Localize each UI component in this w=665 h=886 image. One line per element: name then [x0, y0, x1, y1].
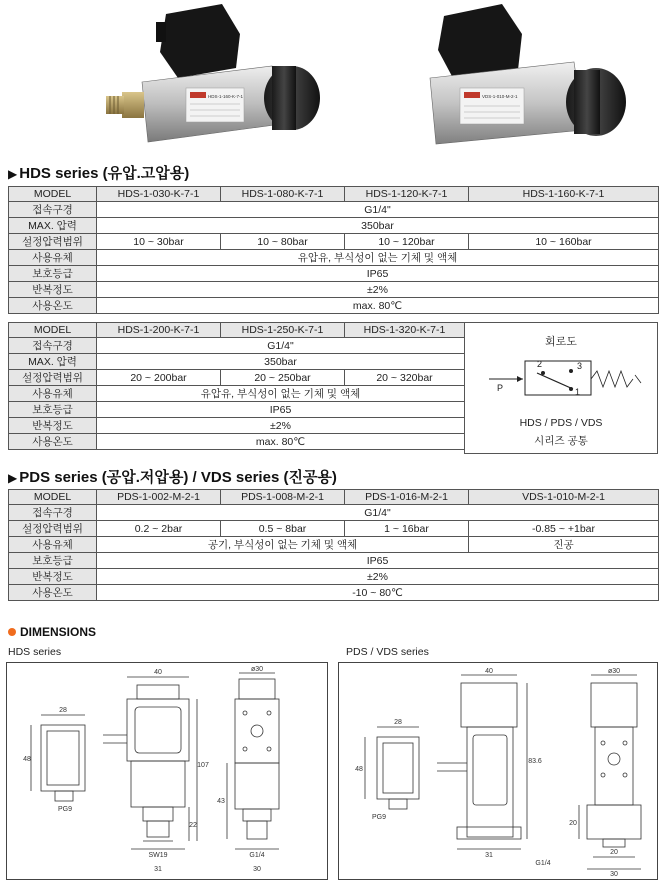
table-row: [9, 218, 659, 234]
circuit-symbol-icon: [465, 349, 659, 419]
row-label: 설정압력범위: [9, 521, 97, 537]
circuit-caption-series: HDS / PDS / VDS: [519, 417, 603, 429]
row-value: IP65: [97, 266, 659, 282]
table-row: [9, 505, 659, 521]
product-label-right: VDS-1-010-M-2-1: [482, 94, 518, 99]
model-row: [9, 187, 659, 202]
table-row: [9, 585, 659, 601]
row-value: -0.85 ~ +1bar: [469, 521, 659, 537]
dim-label: 40: [485, 668, 493, 675]
row-label: 접속구경: [9, 202, 97, 218]
row-value: 1 ~ 16bar: [345, 521, 469, 537]
row-label: 설정압력범위: [9, 234, 97, 250]
model-cell: HDS-1-080-K-7-1: [221, 187, 345, 202]
row-value: 10 ~ 160bar: [469, 234, 659, 250]
row-value: IP65: [97, 402, 465, 418]
model-row: [9, 490, 659, 505]
dim-label: 30: [253, 866, 261, 873]
circuit-caption-common: 시리즈 공통: [534, 435, 588, 447]
row-value: 350bar: [97, 354, 465, 370]
dim-label: G1/4: [535, 860, 551, 867]
row-label: 보호등급: [9, 553, 97, 569]
dim-label: 40: [154, 669, 162, 676]
dim-label: 48: [23, 756, 31, 763]
row-value: max. 80℃: [97, 434, 465, 450]
table-row: [9, 370, 465, 386]
table-row: [9, 298, 659, 314]
product-image-hds: [104, 4, 324, 146]
dim-label: 30: [610, 871, 618, 878]
table-row: [9, 402, 465, 418]
row-value: 공기, 부식성이 없는 기체 및 액체: [97, 537, 469, 553]
hds-dimension-drawing: [6, 662, 328, 880]
row-value: 20 ~ 200bar: [97, 370, 221, 386]
dim-label: 83.6: [528, 758, 542, 765]
table-row: [9, 537, 659, 553]
hds-title-text: HDS series (유압.고압용): [19, 165, 190, 182]
triangle-bullet-icon: ▶: [8, 471, 18, 485]
model-cell: HDS-1-250-K-7-1: [221, 323, 345, 338]
row-value: 20 ~ 320bar: [345, 370, 465, 386]
row-value: G1/4": [97, 202, 659, 218]
dim-label: ø30: [250, 666, 264, 673]
table-row: [9, 569, 659, 585]
model-cell: PDS-1-016-M-2-1: [345, 490, 469, 505]
model-cell: PDS-1-002-M-2-1: [97, 490, 221, 505]
row-value: 0.2 ~ 2bar: [97, 521, 221, 537]
row-label: 반복정도: [9, 418, 97, 434]
row-value: 유압유, 부식성이 없는 기체 및 액체: [97, 386, 465, 402]
port-2-label: 2: [537, 359, 543, 369]
model-label: MODEL: [9, 323, 97, 338]
table-row: [9, 282, 659, 298]
product-label-left: HDS-1-160-K-7-1: [208, 94, 244, 99]
row-value: 유압유, 부식성이 없는 기체 및 액체: [97, 250, 659, 266]
hds-section-title: [8, 162, 189, 183]
dim-label: 31: [154, 866, 162, 873]
dim-label: 20: [610, 849, 618, 856]
dim-label: 20: [569, 820, 577, 827]
table-row: [9, 386, 465, 402]
dim-label: 22: [189, 822, 197, 829]
table-row: [9, 434, 465, 450]
pds-section-title: [8, 466, 337, 487]
dim-label: 43: [217, 798, 225, 805]
row-value-vds: 진공: [469, 537, 659, 553]
port-1-label: 1: [575, 387, 581, 397]
hds-dimensions-label: HDS series: [8, 646, 62, 658]
pds-spec-table: [8, 489, 659, 601]
dim-label: PG9: [371, 814, 387, 821]
table-row: [9, 250, 659, 266]
row-label: 설정압력범위: [9, 370, 97, 386]
model-cell: VDS-1-010-M-2-1: [469, 490, 659, 505]
row-value: 10 ~ 80bar: [221, 234, 345, 250]
model-label: MODEL: [9, 187, 97, 202]
table-row: [9, 553, 659, 569]
table-row: [9, 521, 659, 537]
model-cell: HDS-1-200-K-7-1: [97, 323, 221, 338]
model-cell: HDS-1-120-K-7-1: [345, 187, 469, 202]
row-value: 10 ~ 30bar: [97, 234, 221, 250]
row-label: 사용유체: [9, 250, 97, 266]
row-label: 보호등급: [9, 266, 97, 282]
row-label: 사용온도: [9, 298, 97, 314]
dim-label: G1/4: [249, 852, 265, 859]
row-value: 0.5 ~ 8bar: [221, 521, 345, 537]
row-label: 사용온도: [9, 585, 97, 601]
row-value: IP65: [97, 553, 659, 569]
row-value: 10 ~ 120bar: [345, 234, 469, 250]
table-row: [9, 234, 659, 250]
model-cell: HDS-1-160-K-7-1: [469, 187, 659, 202]
row-value: ±2%: [97, 569, 659, 585]
table-row: [9, 418, 465, 434]
dim-label: 28: [394, 719, 402, 726]
dim-label: 107: [197, 762, 209, 769]
row-value: G1/4": [97, 505, 659, 521]
row-label: MAX. 압력: [9, 218, 97, 234]
table-row: [9, 266, 659, 282]
pds-dimensions-label: PDS / VDS series: [346, 646, 429, 658]
dim-label: ø30: [607, 668, 621, 675]
row-value: max. 80℃: [97, 298, 659, 314]
dim-label: PG9: [57, 806, 73, 813]
row-value: ±2%: [97, 282, 659, 298]
dim-label: 48: [355, 766, 363, 773]
circuit-diagram-box: [464, 322, 658, 454]
table-row: [9, 202, 659, 218]
port-p-label: P: [497, 383, 504, 393]
triangle-bullet-icon: ▶: [8, 167, 18, 181]
model-label: MODEL: [9, 490, 97, 505]
row-value: -10 ~ 80℃: [97, 585, 659, 601]
port-3-label: 3: [577, 361, 583, 371]
row-label: 반복정도: [9, 282, 97, 298]
row-label: 접속구경: [9, 505, 97, 521]
dim-label: 28: [59, 707, 67, 714]
model-cell: HDS-1-030-K-7-1: [97, 187, 221, 202]
row-label: 접속구경: [9, 338, 97, 354]
hds-spec-table-2: [8, 322, 465, 450]
table-row: [9, 354, 465, 370]
row-value: 20 ~ 250bar: [221, 370, 345, 386]
pds-dimension-drawing: [338, 662, 658, 880]
model-row: [9, 323, 465, 338]
model-cell: HDS-1-320-K-7-1: [345, 323, 465, 338]
row-label: 반복정도: [9, 569, 97, 585]
row-value: G1/4": [97, 338, 465, 354]
row-value: 350bar: [97, 218, 659, 234]
dimensions-title-text: DIMENSIONS: [20, 625, 97, 639]
dim-label: 31: [485, 852, 493, 859]
row-value: ±2%: [97, 418, 465, 434]
orange-dot-icon: [8, 628, 16, 636]
product-image-vds: [424, 4, 634, 146]
model-cell: PDS-1-008-M-2-1: [221, 490, 345, 505]
dimensions-title: [8, 625, 96, 639]
row-label: MAX. 압력: [9, 354, 97, 370]
row-label: 보호등급: [9, 402, 97, 418]
row-label: 사용온도: [9, 434, 97, 450]
table-row: [9, 338, 465, 354]
pds-title-text: PDS series (공압.저압용) / VDS series (진공용): [19, 469, 337, 486]
row-label: 사용유체: [9, 386, 97, 402]
hds-spec-table-1: [8, 186, 659, 314]
circuit-title: 회로도: [545, 336, 577, 348]
dim-label: SW19: [148, 852, 168, 859]
row-label: 사용유체: [9, 537, 97, 553]
